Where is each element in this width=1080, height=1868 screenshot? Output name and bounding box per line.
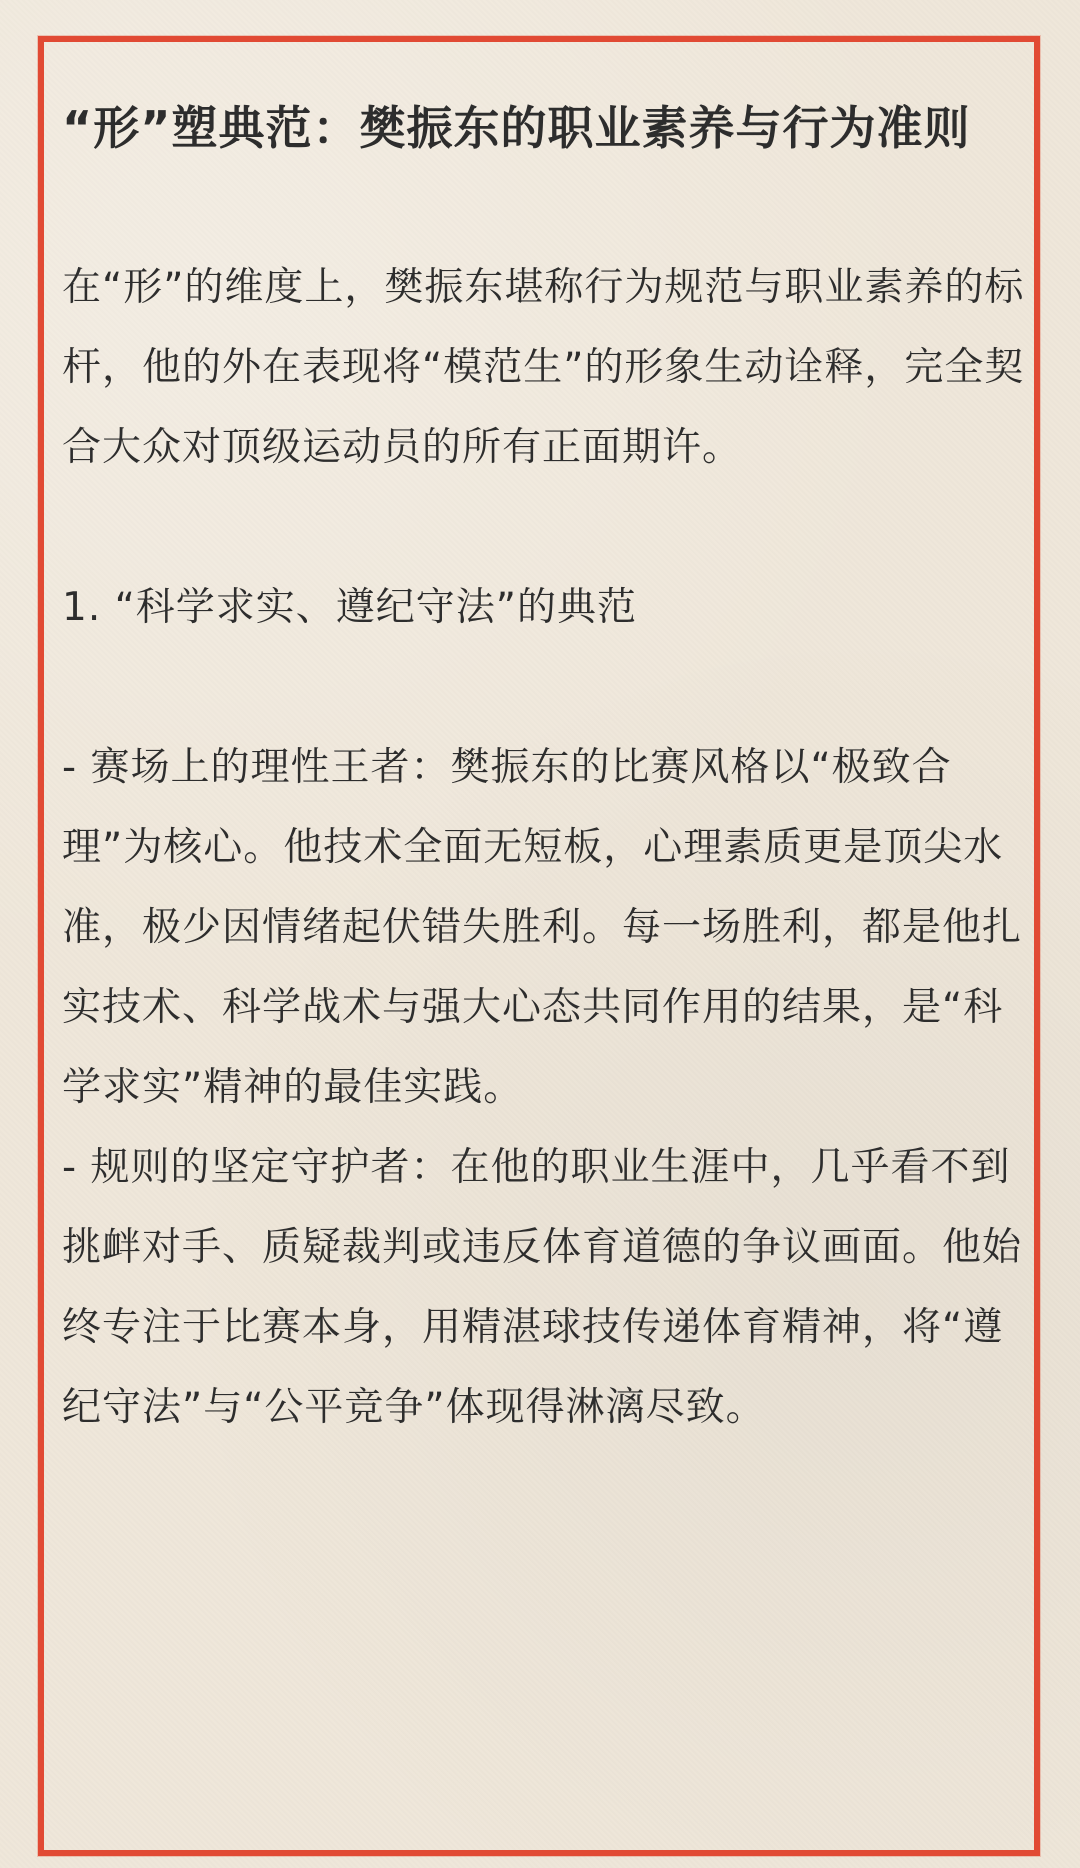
intro-paragraph: 在“形”的维度上，樊振东堪称行为规范与职业素养的标杆，他的外在表现将“模范生”的形象生动诠释，完全契合大众对顶级运动员的所有正面期许。	[62, 265, 1025, 470]
article-title: “形”塑典范：樊振东的职业素养与行为准则	[62, 101, 971, 155]
point-paragraph: - 赛场上的理性王者：樊振东的比赛风格以“极致合理”为核心。他技术全面无短板，心理素质更是顶尖水准，极少因情绪起伏错失胜利。每一场胜利，都是他扎实技术、科学战术与强大心态共同作用的结果，是“科学求实”精神的最佳实践。	[62, 745, 1023, 1110]
spacer	[62, 168, 1027, 248]
spacer	[62, 488, 1027, 568]
point-paragraph: - 规则的坚定守护者：在他的职业生涯中，几乎看不到挑衅对手、质疑裁判或违反体育道德的争议画面。他始终专注于比赛本身，用精湛球技传递体育精神，将“遵纪守法”与“公平竞争”体现得淋漓尽致。	[62, 1145, 1023, 1430]
spacer	[62, 648, 1027, 728]
article-content	[62, 88, 1027, 1448]
section-title: 1. “科学求实、遵纪守法”的典范	[62, 585, 638, 630]
